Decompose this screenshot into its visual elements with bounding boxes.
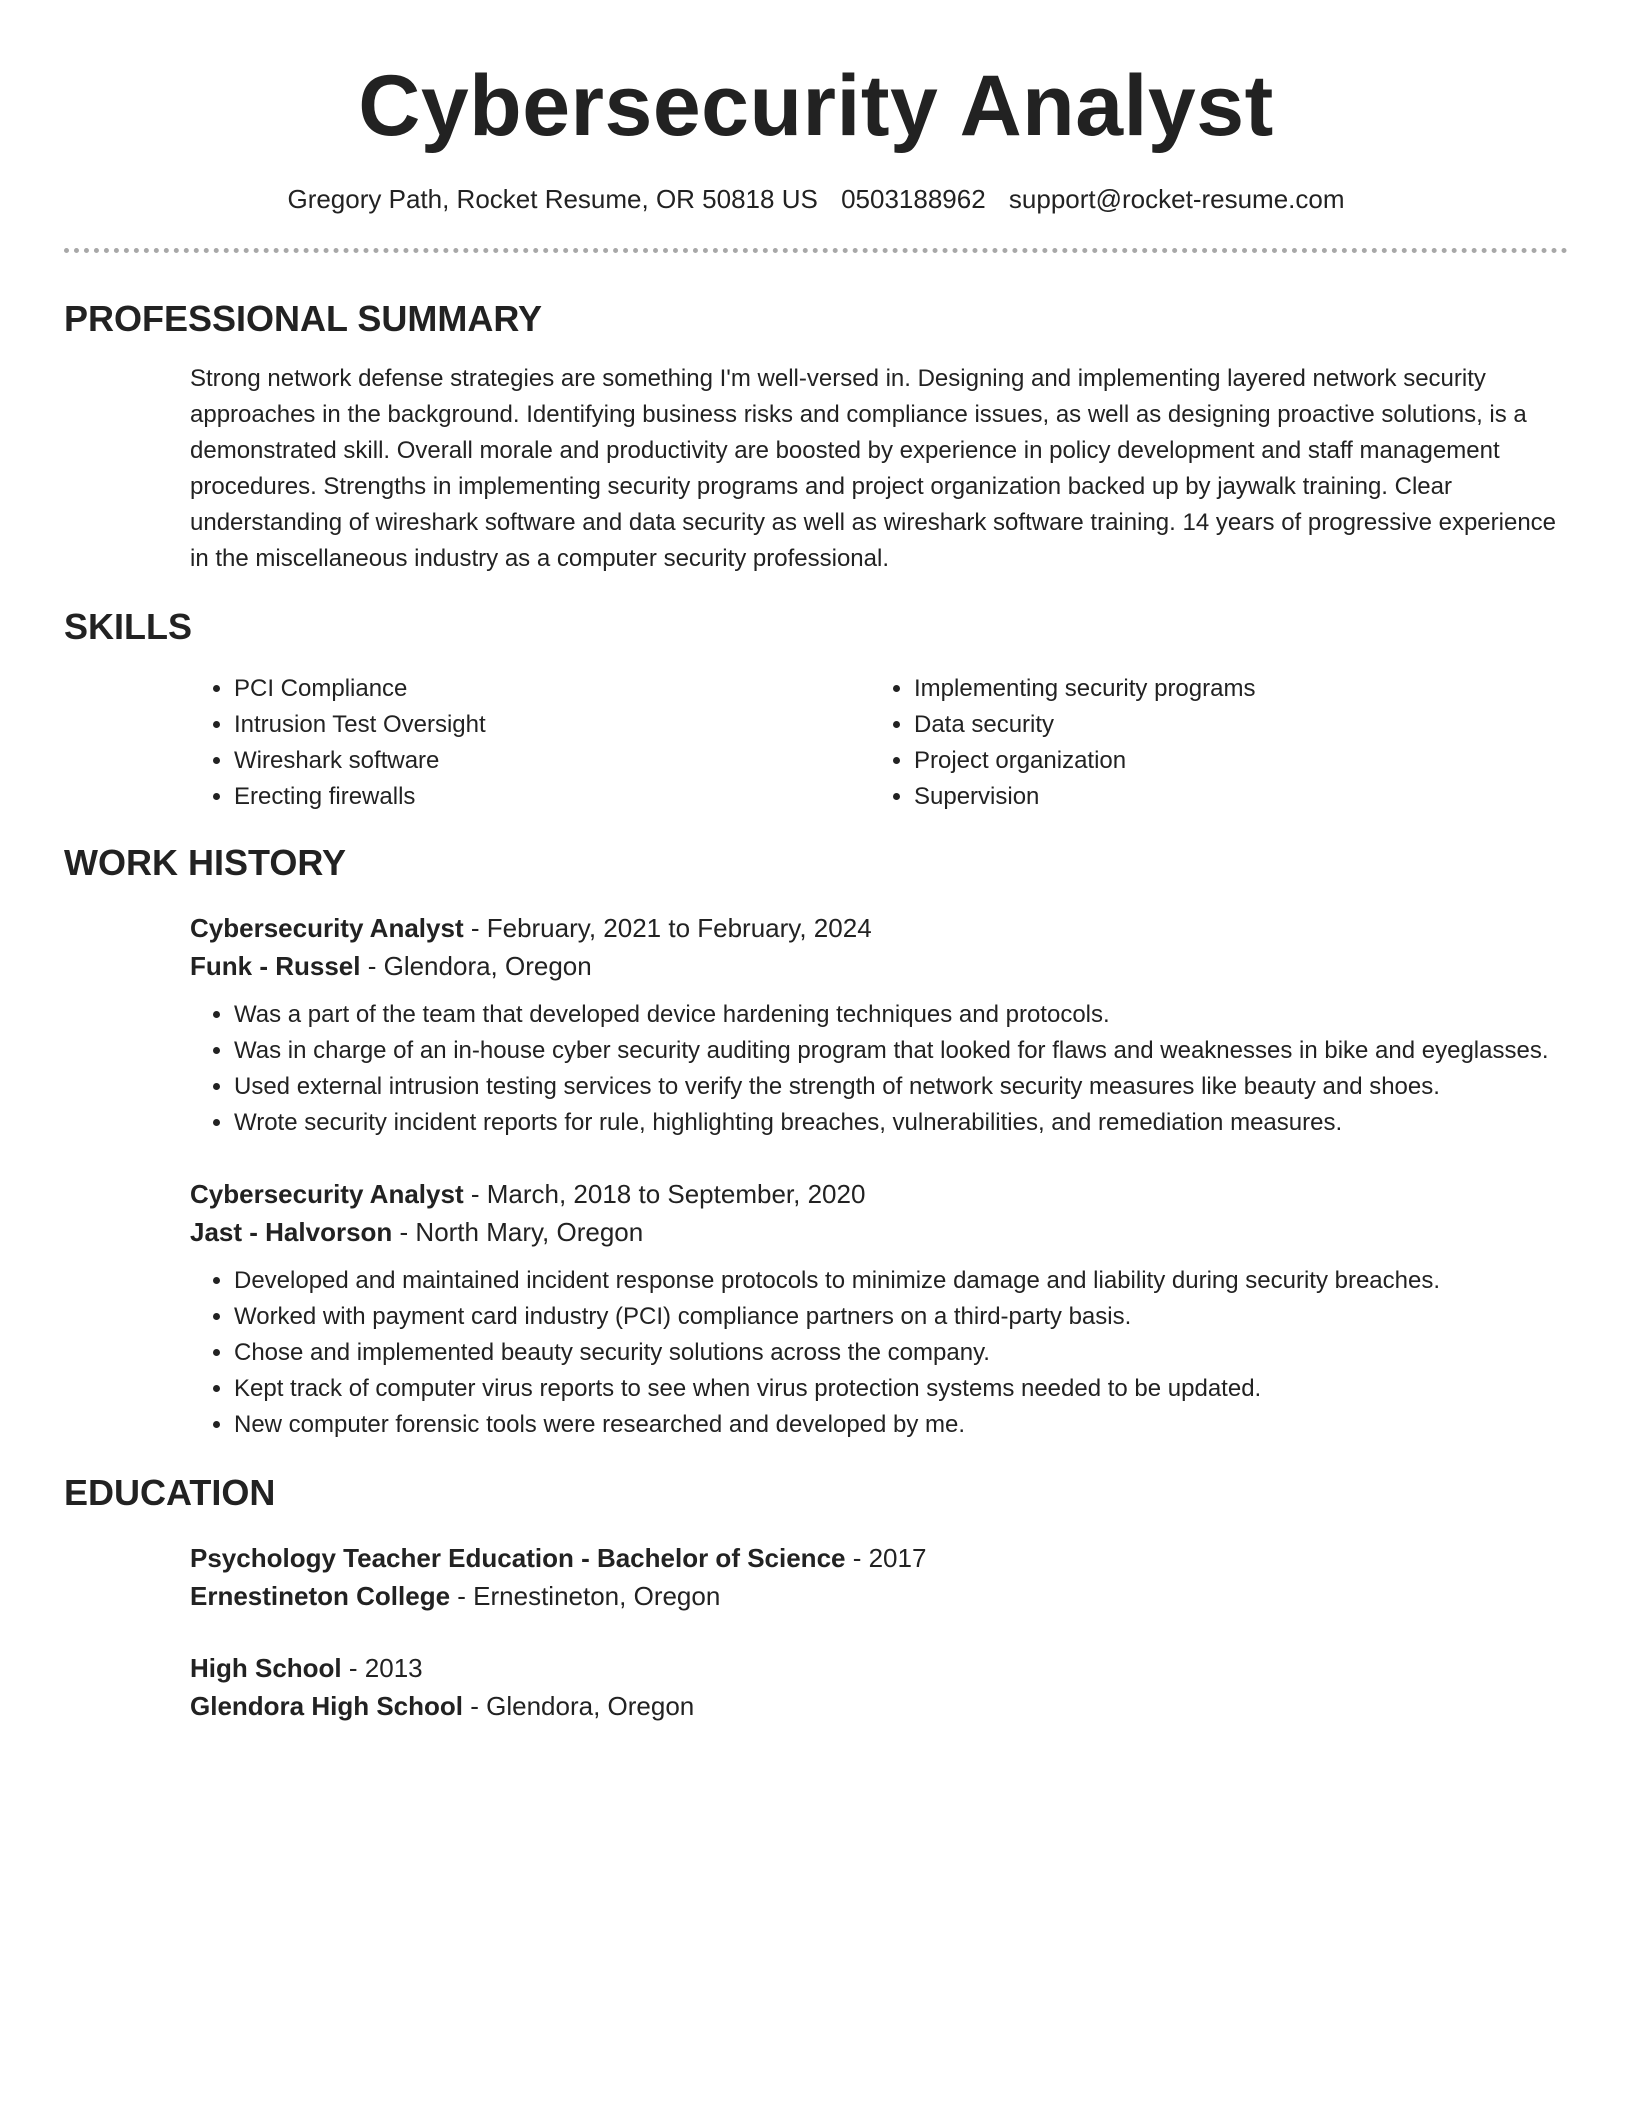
- header-divider: [64, 248, 1568, 253]
- education-year: - 2013: [348, 1653, 423, 1683]
- education-heading: EDUCATION: [64, 1472, 276, 1513]
- education-school: Ernestineton College: [190, 1581, 451, 1611]
- contact-email: support@rocket-resume.com: [1008, 184, 1345, 214]
- skill-item: • Wireshark software: [234, 743, 870, 779]
- job-role: Cybersecurity Analyst: [190, 913, 464, 943]
- work-history-heading: WORK HISTORY: [64, 842, 347, 883]
- job-company-line: [190, 947, 1568, 985]
- job-duty: • Developed and maintained incident response protocols to minimize damage and liability during security breaches.: [234, 1263, 1568, 1299]
- summary-text: Strong network defense strategies are something I'm well-versed in. Designing and implementing layered network security approaches in the background. Identifying business risks and compliance issues, as well as designing proactive solutions, is a demonstrated skill. Overall morale and productivity are boosted by experience in policy development and staff management procedures. Strengths in implementing security programs and project organization backed up by jaywalk training. Clear understanding of wireshark software and data security as well as wireshark software training. 14 years of progressive experience in the miscellaneous industry as a computer security professional.: [190, 365, 1557, 572]
- job-duty: • Chose and implemented beauty security solutions across the company.: [234, 1335, 1568, 1371]
- education-year: - 2017: [852, 1543, 927, 1573]
- job-company: Funk - Russel: [190, 951, 361, 981]
- skill-item: • Erecting firewalls: [234, 779, 870, 815]
- job-duty: • Worked with payment card industry (PCI) compliance partners on a third-party basis.: [234, 1299, 1568, 1335]
- job-company-line: [190, 1213, 1568, 1251]
- skill-item: • Project organization: [914, 743, 1550, 779]
- job-duties: [190, 997, 1568, 1141]
- education-entry: [190, 1649, 1568, 1725]
- job-entry: [190, 1175, 1568, 1443]
- contact-line: [64, 182, 1568, 216]
- job-duty: • Used external intrusion testing services to verify the strength of network security measures like beauty and shoes.: [234, 1069, 1568, 1105]
- resume-page: [64, 0, 1568, 1725]
- job-duty: • Was a part of the team that developed device hardening techniques and protocols.: [234, 997, 1568, 1033]
- education-degree: Psychology Teacher Education - Bachelor of Science: [190, 1543, 846, 1573]
- skill-item: • Supervision: [914, 779, 1550, 815]
- job-location: - North Mary, Oregon: [399, 1217, 644, 1247]
- job-title-line: [190, 1175, 1568, 1213]
- job-company: Jast - Halvorson: [190, 1217, 393, 1247]
- skill-item: • Data security: [914, 707, 1550, 743]
- job-dates: - February, 2021 to February, 2024: [470, 913, 872, 943]
- skill-item: • Implementing security programs: [914, 671, 1550, 707]
- education-degree-line: [190, 1539, 1568, 1577]
- education-location: - Ernestineton, Oregon: [457, 1581, 721, 1611]
- resume-name-title: Cybersecurity Analyst: [358, 58, 1274, 154]
- job-duty: • Wrote security incident reports for rule, highlighting breaches, vulnerabilities, and remediation measures.: [234, 1105, 1568, 1141]
- education-school-line: [190, 1577, 1568, 1615]
- job-title-line: [190, 909, 1568, 947]
- job-location: - Glendora, Oregon: [367, 951, 592, 981]
- education-location: - Glendora, Oregon: [470, 1691, 695, 1721]
- skill-item: • Intrusion Test Oversight: [234, 707, 870, 743]
- education-degree: High School: [190, 1653, 342, 1683]
- skills-list: [190, 671, 1568, 815]
- education-entry: [190, 1539, 1568, 1615]
- job-entry: [190, 909, 1568, 1141]
- summary-heading: PROFESSIONAL SUMMARY: [64, 298, 543, 339]
- skills-column-right: [870, 671, 1550, 815]
- contact-address: Gregory Path, Rocket Resume, OR 50818 US: [287, 184, 818, 214]
- job-dates: - March, 2018 to September, 2020: [470, 1179, 866, 1209]
- contact-phone: 0503188962: [841, 184, 986, 214]
- education-school-line: [190, 1687, 1568, 1725]
- skills-heading: SKILLS: [64, 606, 193, 647]
- job-duty: • Kept track of computer virus reports to see when virus protection systems needed to be updated.: [234, 1371, 1568, 1407]
- job-duty: • New computer forensic tools were researched and developed by me.: [234, 1407, 1568, 1443]
- education-degree-line: [190, 1649, 1568, 1687]
- job-duties: [190, 1263, 1568, 1443]
- skill-item: • PCI Compliance: [234, 671, 870, 707]
- education-school: Glendora High School: [190, 1691, 464, 1721]
- job-duty: • Was in charge of an in-house cyber security auditing program that looked for flaws and weaknesses in bike and eyeglasses.: [234, 1033, 1568, 1069]
- skills-column-left: [190, 671, 870, 815]
- job-role: Cybersecurity Analyst: [190, 1179, 464, 1209]
